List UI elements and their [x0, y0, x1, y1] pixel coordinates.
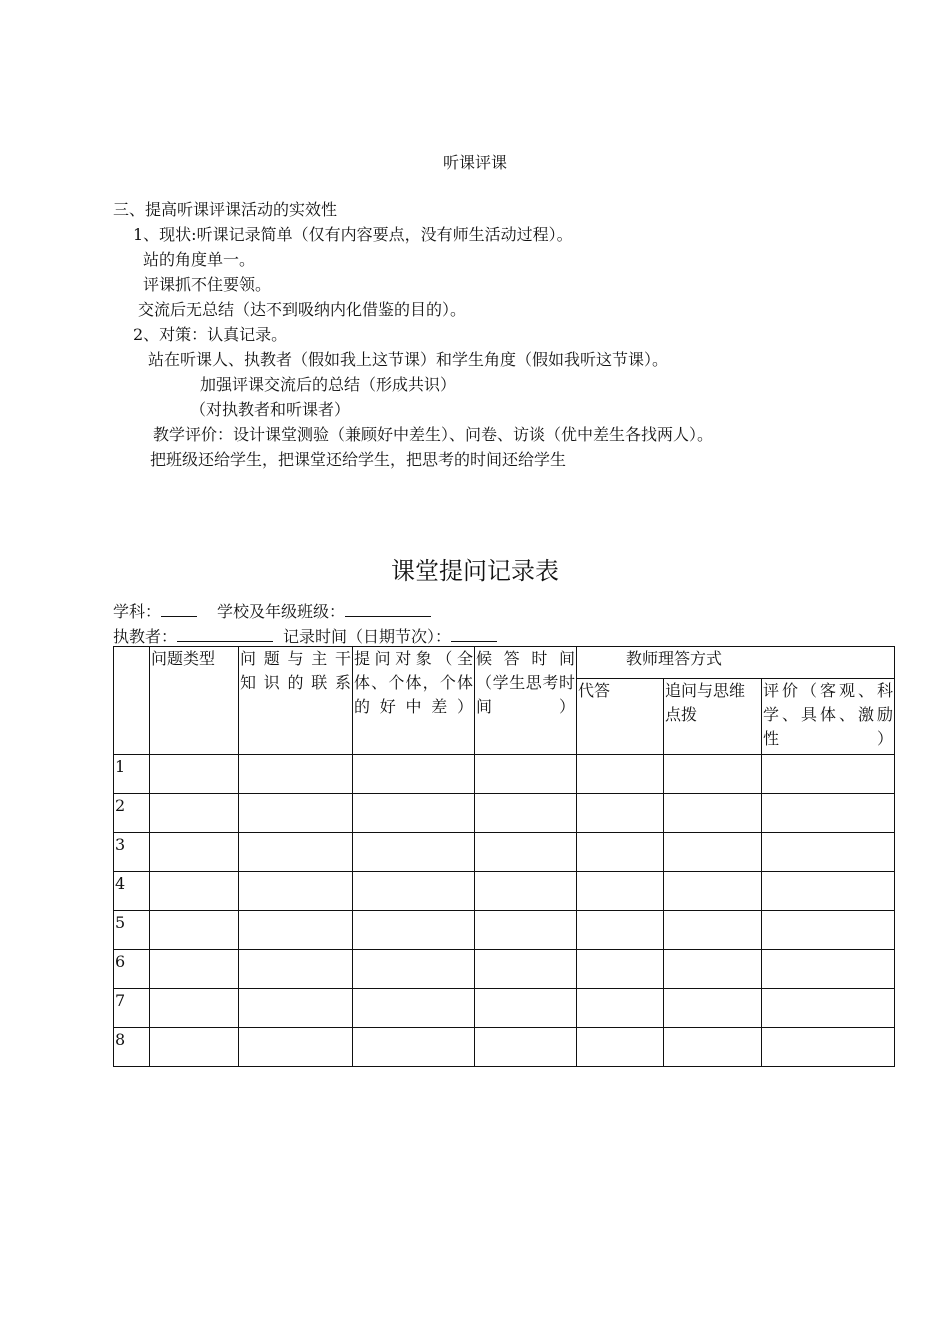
evaluation-header: 评价（客观、科学、具体、激励性）: [762, 679, 895, 755]
cell[interactable]: [150, 872, 239, 911]
strategy-detail-line: （对执教者和听课者）: [190, 400, 351, 419]
cell[interactable]: [239, 872, 353, 911]
cell[interactable]: [577, 989, 664, 1028]
knowledge-relation-header: 问 题 与 主 干知识的联系: [239, 647, 353, 755]
record-table-title: 课堂提问记录表: [391, 557, 559, 585]
return-to-students-line: 把班级还给学生，把课堂还给学生，把思考的时间还给学生: [150, 450, 567, 469]
subject-label: 学科：: [113, 602, 162, 621]
row-number: 4: [114, 872, 150, 911]
row-number: 2: [114, 794, 150, 833]
table-row: [114, 1028, 895, 1067]
cell[interactable]: [577, 872, 664, 911]
school-grade-class-label: 学校及年级班级：: [217, 602, 346, 621]
status-line: 1、现状:听课记录简单（仅有内容要点，没有师生活动过程）。: [133, 225, 573, 244]
substitute-answer-header: 代答: [577, 679, 664, 755]
cell[interactable]: [664, 872, 762, 911]
cell[interactable]: [762, 833, 895, 872]
evaluation-line: 教学评价：设计课堂测验（兼顾好中差生）、问卷、访谈（优中差生各找两人）。: [153, 425, 714, 444]
record-time-blank[interactable]: [451, 625, 497, 642]
cell[interactable]: [239, 950, 353, 989]
strategy-line: 2、对策：认真记录。: [133, 325, 288, 344]
cell[interactable]: [353, 911, 475, 950]
cell[interactable]: [577, 794, 664, 833]
cell[interactable]: [475, 950, 577, 989]
cell[interactable]: [150, 794, 239, 833]
cell[interactable]: [353, 755, 475, 794]
row-number: 6: [114, 950, 150, 989]
row-number: 5: [114, 911, 150, 950]
cell[interactable]: [475, 872, 577, 911]
wait-time-header: 候 答 时 间（学生思考时间）: [475, 647, 577, 755]
table-row: [114, 794, 895, 833]
section-heading: 三、提高听课评课活动的实效性: [113, 200, 338, 219]
cell[interactable]: [762, 950, 895, 989]
row-number-header: [114, 647, 150, 755]
cell[interactable]: [150, 950, 239, 989]
cell[interactable]: [239, 755, 353, 794]
cell[interactable]: [239, 794, 353, 833]
cell[interactable]: [150, 989, 239, 1028]
table-row: [114, 872, 895, 911]
table-row: [114, 755, 895, 794]
cell[interactable]: [664, 989, 762, 1028]
cell[interactable]: [353, 794, 475, 833]
cell[interactable]: [475, 833, 577, 872]
followup-prompt-header: 追问与思维点拨: [664, 679, 762, 755]
cell[interactable]: [762, 755, 895, 794]
cell[interactable]: [239, 989, 353, 1028]
teacher-time-fields: [113, 625, 497, 647]
cell[interactable]: [475, 989, 577, 1028]
document-title: 听课评课: [442, 153, 507, 172]
cell[interactable]: [577, 950, 664, 989]
cell[interactable]: [664, 833, 762, 872]
cell[interactable]: [664, 911, 762, 950]
teacher-label: 执教者：: [113, 627, 178, 646]
cell[interactable]: [239, 911, 353, 950]
cell[interactable]: [353, 1028, 475, 1067]
cell[interactable]: [353, 989, 475, 1028]
row-number: 7: [114, 989, 150, 1028]
subject-school-fields: [113, 600, 431, 622]
cell[interactable]: [577, 833, 664, 872]
cell[interactable]: [353, 950, 475, 989]
row-number: 8: [114, 1028, 150, 1067]
table-row: [114, 989, 895, 1028]
cell[interactable]: [353, 872, 475, 911]
cell[interactable]: [762, 989, 895, 1028]
cell[interactable]: [475, 755, 577, 794]
cell[interactable]: [664, 755, 762, 794]
cell[interactable]: [577, 911, 664, 950]
table-row: [114, 911, 895, 950]
cell[interactable]: [762, 911, 895, 950]
cell[interactable]: [150, 833, 239, 872]
cell[interactable]: [664, 950, 762, 989]
cell[interactable]: [762, 794, 895, 833]
cell[interactable]: [353, 833, 475, 872]
question-type-header: 问题类型: [150, 647, 239, 755]
table-row: [114, 950, 895, 989]
status-detail-line: 站的角度单一。: [143, 250, 256, 269]
cell[interactable]: [150, 911, 239, 950]
school-grade-class-blank[interactable]: [345, 600, 431, 617]
row-number: 1: [114, 755, 150, 794]
strategy-detail-line: 站在听课人、执教者（假如我上这节课）和学生角度（假如我听这节课）。: [148, 350, 669, 369]
record-time-label: 记录时间（日期节次）：: [283, 627, 452, 646]
cell[interactable]: [577, 1028, 664, 1067]
status-detail-line: 交流后无总结（达不到吸纳内化借鉴的目的）。: [138, 300, 467, 319]
row-number: 3: [114, 833, 150, 872]
cell[interactable]: [475, 911, 577, 950]
cell[interactable]: [762, 1028, 895, 1067]
table-row: [114, 833, 895, 872]
cell[interactable]: [664, 1028, 762, 1067]
cell[interactable]: [762, 872, 895, 911]
strategy-detail-line: 加强评课交流后的总结（形成共识）: [200, 375, 457, 394]
teacher-blank[interactable]: [177, 625, 273, 642]
question-record-table: [113, 646, 895, 1067]
cell[interactable]: [150, 755, 239, 794]
cell[interactable]: [150, 1028, 239, 1067]
teacher-response-header: 教师理答方式: [577, 647, 895, 679]
cell[interactable]: [664, 794, 762, 833]
subject-blank[interactable]: [161, 600, 197, 617]
cell[interactable]: [239, 1028, 353, 1067]
question-target-header: 提问对象（全体、个体，个体的好中差）: [353, 647, 475, 755]
cell[interactable]: [577, 755, 664, 794]
status-detail-line: 评课抓不住要领。: [143, 275, 272, 294]
cell[interactable]: [475, 794, 577, 833]
cell[interactable]: [239, 833, 353, 872]
cell[interactable]: [475, 1028, 577, 1067]
